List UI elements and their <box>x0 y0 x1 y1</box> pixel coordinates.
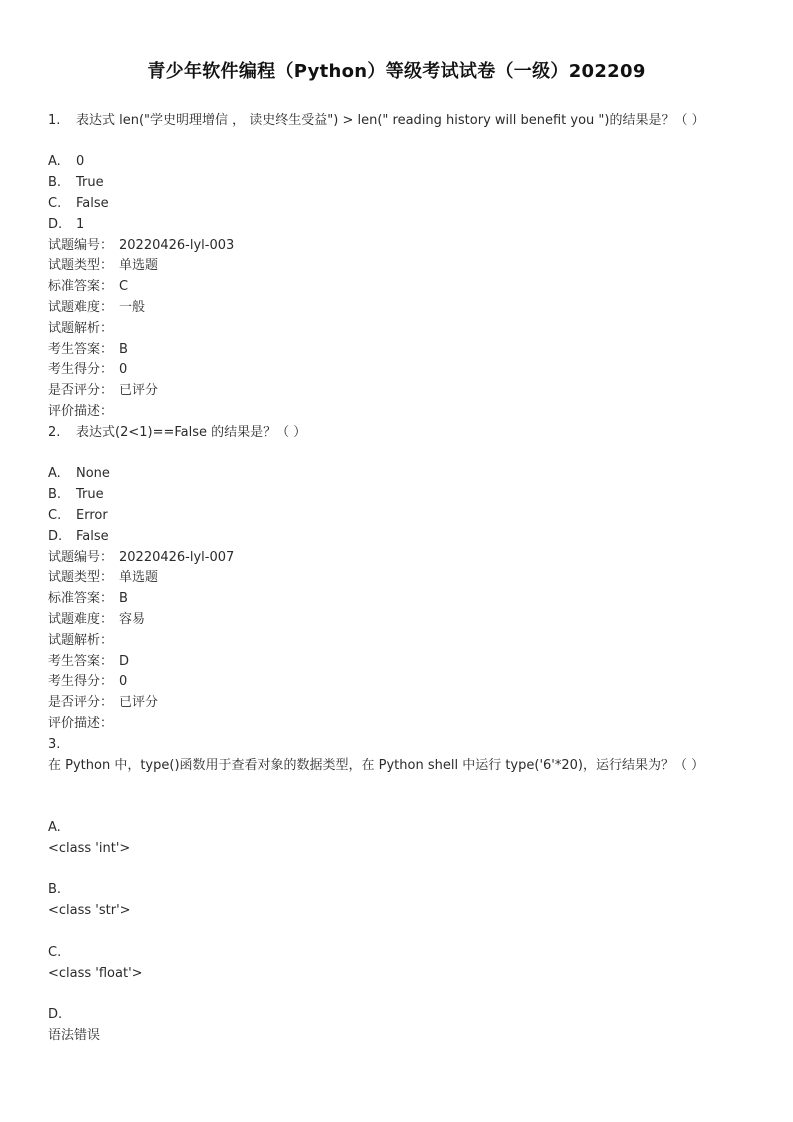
meta-value: 已评分 <box>119 383 159 398</box>
option-b-text: <class 'str'> <box>48 903 131 918</box>
option-b <box>48 487 104 503</box>
meta-evaluation <box>48 404 119 420</box>
meta-graded <box>48 695 158 711</box>
meta-standard-answer <box>48 279 128 295</box>
question-2-stem <box>48 425 306 441</box>
option-label: C. <box>48 196 62 211</box>
question-3-stem: 在 Python 中，type()函数用于查看对象的数据类型，在 Python shell 中运行 type('6'*20)，运行结果为？（ ） <box>48 758 705 773</box>
meta-candidate-answer <box>48 654 129 670</box>
meta-label: 试题编号： <box>48 550 114 565</box>
meta-difficulty <box>48 612 145 628</box>
option-text: False <box>76 529 109 544</box>
meta-question-id <box>48 550 234 566</box>
meta-label: 评价描述： <box>48 716 114 731</box>
meta-value: B <box>119 342 128 357</box>
option-d <box>48 217 84 233</box>
meta-label: 试题解析： <box>48 633 114 648</box>
option-d-label: D. <box>48 1007 63 1022</box>
meta-label: 是否评分： <box>48 383 114 398</box>
option-c-text: <class 'float'> <box>48 966 143 981</box>
option-label: D. <box>48 217 63 232</box>
meta-candidate-answer <box>48 342 128 358</box>
question-text: 表达式 len("学史明理增信 ， 读史终生受益") > len(" reading history will benefit you ")的结果是？（ ） <box>76 113 705 128</box>
option-a <box>48 154 84 170</box>
meta-candidate-score <box>48 362 127 378</box>
question-number: 2. <box>48 425 61 440</box>
option-b <box>48 175 104 191</box>
meta-label: 试题解析： <box>48 321 114 336</box>
meta-value: 单选题 <box>119 570 159 585</box>
meta-label: 考生答案： <box>48 342 114 357</box>
option-text: None <box>76 466 110 481</box>
option-b-label: B. <box>48 882 62 897</box>
meta-label: 考生得分： <box>48 674 114 689</box>
option-c <box>48 196 109 212</box>
meta-value: 已评分 <box>119 695 159 710</box>
option-text: 1 <box>76 217 85 232</box>
meta-label: 试题编号： <box>48 238 114 253</box>
option-text: Error <box>76 508 108 523</box>
option-text: True <box>76 487 104 502</box>
option-a-label: A. <box>48 820 61 835</box>
meta-label: 考生得分： <box>48 362 114 377</box>
question-3-number: 3. <box>48 737 61 752</box>
option-label: B. <box>48 175 62 190</box>
meta-question-id <box>48 238 234 254</box>
option-d <box>48 529 109 545</box>
meta-label: 试题类型： <box>48 258 114 273</box>
meta-label: 试题难度： <box>48 300 114 315</box>
meta-label: 标准答案： <box>48 591 114 606</box>
option-text: False <box>76 196 109 211</box>
meta-evaluation <box>48 716 119 732</box>
question-text: 表达式(2<1)==False 的结果是？（ ） <box>76 425 307 440</box>
meta-value: 容易 <box>119 612 146 627</box>
meta-analysis <box>48 633 119 649</box>
option-text: 0 <box>76 154 85 169</box>
option-c <box>48 508 108 524</box>
meta-analysis <box>48 321 119 337</box>
meta-label: 试题难度： <box>48 612 114 627</box>
meta-label: 标准答案： <box>48 279 114 294</box>
meta-value: 一般 <box>119 300 146 315</box>
option-label: C. <box>48 508 62 523</box>
meta-difficulty <box>48 300 145 316</box>
meta-label: 评价描述： <box>48 404 114 419</box>
option-c-label: C. <box>48 945 62 960</box>
question-1-stem <box>48 113 705 129</box>
option-a <box>48 466 110 482</box>
meta-question-type <box>48 258 158 274</box>
option-a-text: <class 'int'> <box>48 841 131 856</box>
option-label: B. <box>48 487 62 502</box>
meta-value: 20220426-lyl-007 <box>119 550 235 565</box>
meta-question-type <box>48 570 158 586</box>
meta-value: 20220426-lyl-003 <box>119 238 235 253</box>
meta-label: 考生答案： <box>48 654 114 669</box>
meta-graded <box>48 383 158 399</box>
option-label: A. <box>48 154 61 169</box>
meta-value: 0 <box>119 674 128 689</box>
option-text: True <box>76 175 104 190</box>
meta-label: 是否评分： <box>48 695 114 710</box>
meta-value: B <box>119 591 128 606</box>
question-number: 1. <box>48 113 61 128</box>
meta-label: 试题类型： <box>48 570 114 585</box>
option-d-text: 语法错误 <box>48 1028 101 1043</box>
meta-value: C <box>119 279 129 294</box>
meta-candidate-score <box>48 674 127 690</box>
meta-value: 单选题 <box>119 258 159 273</box>
option-label: D. <box>48 529 63 544</box>
option-label: A. <box>48 466 61 481</box>
meta-standard-answer <box>48 591 128 607</box>
meta-value: 0 <box>119 362 128 377</box>
page-title: 青少年软件编程（Python）等级考试试卷（一级）202209 <box>147 61 646 82</box>
meta-value: D <box>119 654 130 669</box>
